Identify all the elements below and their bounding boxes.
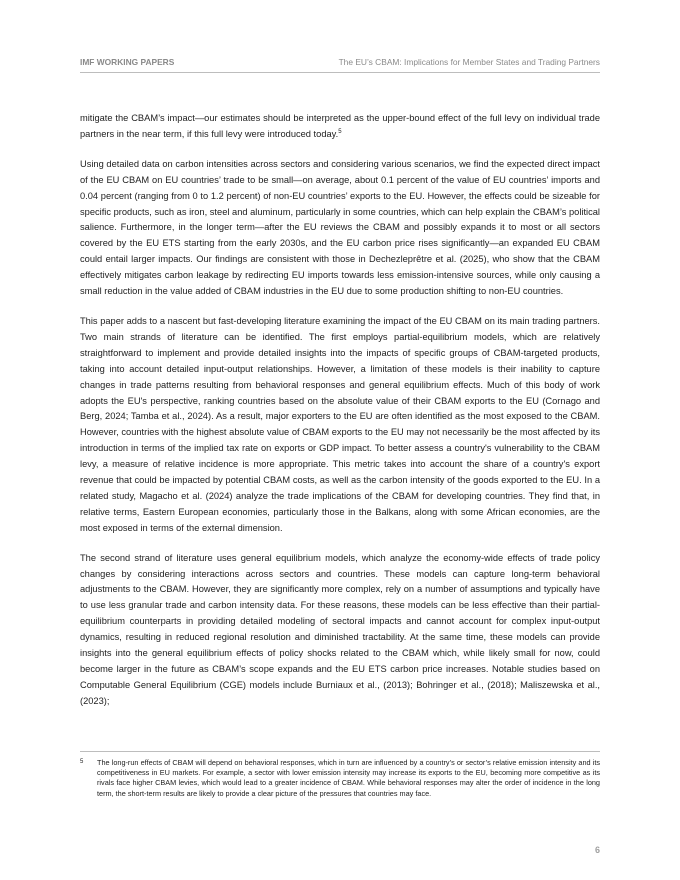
body-text	[80, 111, 600, 724]
paragraph-1-text: mitigate the CBAM’s impact—our estimates should be interpreted as the upper-bound effect of the full levy on individual trade partners in the near term, if this full levy were introduced today.	[80, 113, 600, 139]
footnote-reference[interactable]: 5	[338, 128, 342, 135]
header-paper-title: The EU’s CBAM: Implications for Member States and Trading Partners	[338, 57, 600, 67]
header-series-title: IMF WORKING PAPERS	[80, 57, 175, 67]
paragraph-3: This paper adds to a nascent but fast-developing literature examining the impact of the EU CBAM on its main trading partners. Two main strands of literature can be identified. The first employs partial-equilibrium models, which are relatively straightforward to implement and provide detailed insights into the impacts of specific groups of CBAM-targeted products, taking into account detailed input-output relationships. However, a limitation of these models is their inability to capture changes in trade patterns resulting from behavioral responses and general equilibrium effects. Much of this body of work adopts the EU's perspective, ranking countries based on the absolute value of their CBAM exports to the EU (Cornago and Berg, 2024; Tamba et al., 2024). As a result, major exporters to the EU are often identified as the most exposed to the CBAM. However, countries with the highest absolute value of CBAM exports to the EU may not necessarily be the most affected by its introduction in terms of the implied tax rate on exports or GDP impact. To better assess a country's vulnerability to the CBAM levy, a measure of relative incidence is more appropriate. This metric takes into account the share of a country's export revenue that could be impacted by potential CBAM costs, as well as the carbon intensity of the goods exported to the EU. In a related study, Magacho et al. (2024) analyze the trade implications of the CBAM for developing countries. They find that, in relative terms, Eastern European economies, particularly those in the Balkans, along with some African economies, are the most exposed in terms of the external dimension.	[80, 315, 600, 533]
running-header	[80, 55, 600, 69]
paragraph-4: The second strand of literature uses general equilibrium models, which analyze the economy-wide effects of trade policy changes by considering interactions across sectors and countries. These models can capture long-term behavioral adjustments to the CBAM. However, they are significantly more complex, rely on a number of assumptions and typically have to use less granular trade and carbon intensity data. For these reasons, these models can be less effective than their partial-equilibrium counterparts in providing detailed modeling of sectoral impacts and cannot account for complex input-output dynamics, resulting in reduced regional resolution and diminished tractability. At the same time, these models can provide insights into the general equilibrium effects of policy shocks related to the CBAM which, while likely small for now, could become larger in the future as CBAM’s scope expands and the EU ETS carbon price increases. Notable studies based on Computable General Equilibrium (CGE) models include Burniaux et al., (2013); Bohringer et al., (2018); Maliszewska et al., (2023);	[80, 552, 600, 706]
footnote-divider	[80, 751, 600, 752]
footnote-number: 5	[80, 759, 84, 765]
footnote-text: The long-run effects of CBAM will depend on behavioral responses, which in turn are influenced by a country’s or sector’s relative emission intensity and its competitiveness in EU markets. For example, a sector with lower emission intensity may increase its exports to the EU, becoming more competitive as its rivals face higher CBAM levies, which would lead to a greater incidence of CBAM. While behavioral responses may alter the order of incidence in the long term, the short-term results are likely to provide a clear picture of the pressures that countries may face.	[97, 758, 600, 798]
header-divider	[80, 72, 600, 73]
footnote	[80, 758, 600, 799]
paragraph-2: Using detailed data on carbon intensities across sectors and considering various scenarios, we find the expected direct impact of the EU CBAM on EU countries’ trade to be small—on average, about 0.1 percent of the value of EU countries’ imports and 0.04 percent (ranging from 0 to 1.2 percent) of non-EU countries’ exports to the EU. However, the effects could be sizeable for specific products, such as iron, steel and aluminum, particularly in some countries, which can help explain the CBAM’s political salience. Furthermore, in the longer term—after the EU reviews the CBAM and possibly expands it to most or all sectors covered by the EU ETS starting from the early 2030s, and the EU carbon price rises significantly—an expanded EU CBAM could entail larger impacts. Our findings are consistent with those in Dechezleprêtre et al. (2025), who show that the CBAM effectively mitigates carbon leakage by redirecting EU imports towards less emission-intensive sources, while only causing a small reduction in the value added of CBAM industries in the EU due to some production shifting to non-EU countries.	[80, 158, 600, 297]
page-number: 6	[594, 845, 600, 855]
paragraph-1	[80, 111, 600, 143]
